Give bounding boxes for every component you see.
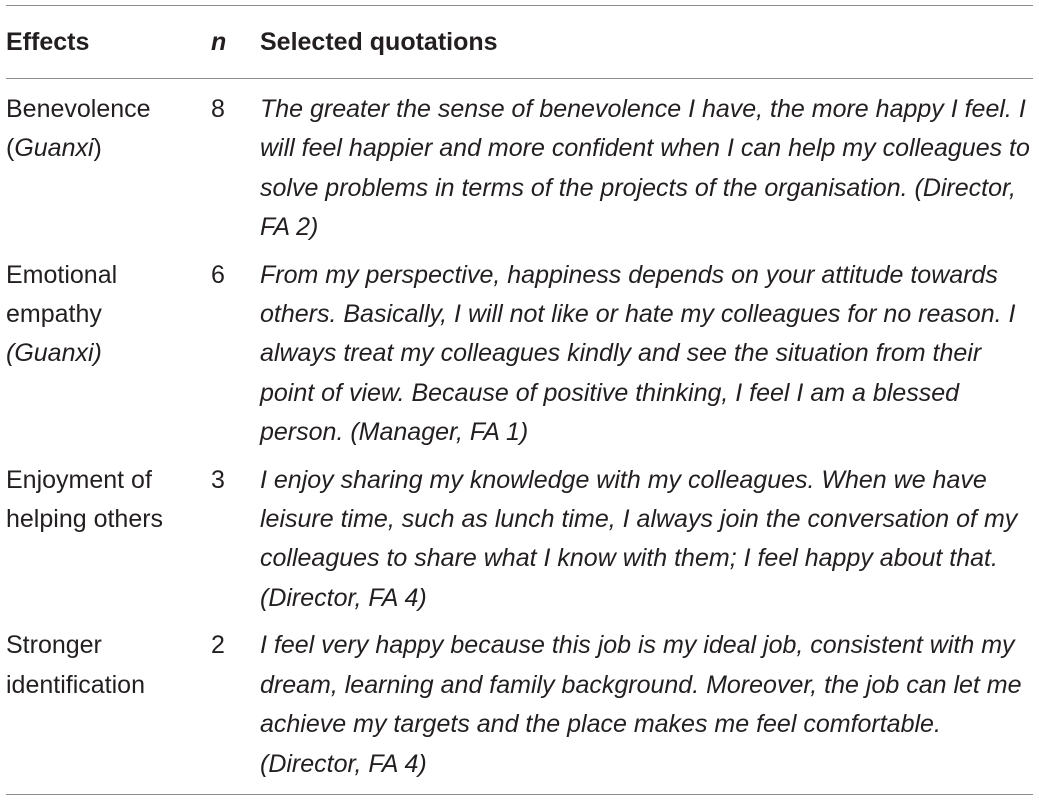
bottom-rule	[6, 794, 1033, 795]
effect-label: Benevolence	[6, 95, 151, 123]
quotations-table	[6, 0, 1039, 795]
table-body	[6, 79, 1039, 794]
table-header	[6, 6, 1039, 78]
table-row	[6, 461, 1039, 619]
header-n: n	[211, 28, 227, 56]
quote-cell: The greater the sense of benevolence I have, the more happy I feel. I will feel happier and more confident when I can help my colleagues to solve problems in terms of the projects of the organisation. (Director, FA 2)	[260, 95, 1030, 242]
effect-sublabel: (Guanxi)	[6, 339, 102, 368]
n-cell: 2	[211, 631, 225, 660]
table-row	[6, 90, 1039, 248]
quote-cell: I enjoy sharing my knowledge with my colleagues. When we have leisure time, such as lunch time, I always join the conversation of my colleagues to share what I know with them; I feel happy about that. (Director, FA 4)	[260, 465, 1018, 612]
effect-sublabel: Guanxi	[14, 134, 94, 163]
table-row	[6, 256, 1039, 453]
effect-cell: Benevolence (Guanxi)	[6, 95, 151, 163]
table-row	[6, 626, 1039, 784]
quote-cell: I feel very happy because this job is my ideal job, consistent with my dream, learning and family background. Moreover, the job can let me achieve my targets and the place makes me feel comfortable. (Director, FA 4)	[260, 631, 1022, 778]
n-cell: 6	[211, 260, 225, 289]
effect-cell: Enjoyment of helping others	[6, 465, 164, 534]
n-cell: 3	[211, 465, 225, 494]
header-quotations: Selected quotations	[260, 28, 498, 56]
effect-cell: Stronger identification	[6, 631, 145, 699]
quote-cell: From my perspective, happiness depends on your attitude towards others. Basically, I will not like or hate my colleagues for no reason. I always treat my colleagues kindly and see the situation from their point of view. Because of positive thinking, I feel I am a blessed person. (Manager, FA 1)	[260, 260, 1016, 447]
effect-cell	[6, 256, 211, 453]
n-cell: 8	[211, 95, 225, 123]
effect-label: Emotional empathy	[6, 260, 118, 329]
header-effects: Effects	[6, 28, 90, 56]
